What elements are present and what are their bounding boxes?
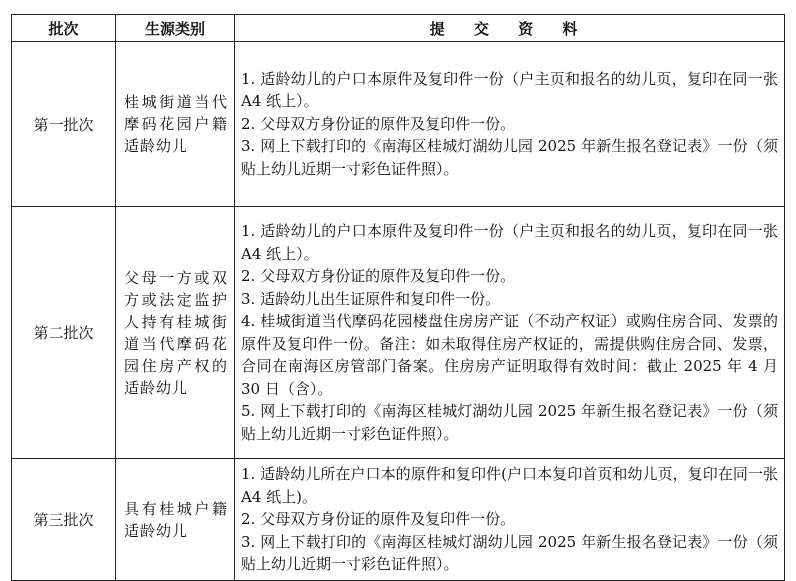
header-row (12, 15, 785, 42)
material-item: 3. 网上下载打印的《南海区桂城灯湖幼儿园 2025 年新生报名登记表》一份（须贴上幼儿近期一寸彩色证件照）。 (241, 532, 778, 574)
material-item: 4. 桂城街道当代摩码花园楼盘住房房产证（不动产权证）或购住房合同、发票的原件及复印件一份。备注：如未取得住房产权证的，需提供购住房合同、发票，合同在南海区房管部门备案。住房房产证明取得有效时间：截止 2025 年 4 月 30 日（含）。 (241, 312, 778, 398)
material-item: 5. 网上下载打印的《南海区桂城灯湖幼儿园 2025 年新生报名登记表》一份（须贴上幼儿近期一寸彩色证件照）。 (241, 402, 778, 443)
material-item: 1. 适龄幼儿的户口本原件及复印件一份（户主页和报名的幼儿页，复印在同一张 A4 纸上）。 (241, 222, 778, 263)
header-materials: 提 交 资 料 (235, 15, 785, 42)
category-cell: 具有桂城户籍适龄幼儿 (116, 459, 235, 581)
material-item: 3. 适龄幼儿出生证原件和复印件一份。 (241, 289, 501, 308)
material-item: 1. 适龄幼儿的户口本原件及复印件一份（户主页和报名的幼儿页，复印在同一张 A4 纸上）。 (241, 69, 778, 111)
batch-cell: 第一批次 (12, 42, 116, 207)
batch-cell: 第三批次 (12, 459, 116, 581)
material-item: 2. 父母双方身份证的原件及复印件一份。 (241, 267, 516, 285)
enrollment-materials-table (11, 14, 785, 581)
materials-cell (235, 42, 785, 207)
category-cell: 桂城街道当代摩码花园户籍适龄幼儿 (116, 42, 235, 207)
header-batch: 批次 (12, 15, 116, 42)
category-cell: 父母一方或双方或法定监护人持有桂城街道当代摩码花园住房产权的适龄幼儿 (116, 207, 235, 459)
materials-cell (235, 207, 785, 459)
table-row (12, 207, 785, 459)
material-item: 3. 网上下载打印的《南海区桂城灯湖幼儿园 2025 年新生报名登记表》一份（须贴上幼儿近期一寸彩色证件照）。 (241, 137, 778, 178)
material-item: 1. 适龄幼儿所在户口本的原件和复印件(户口本复印首页和幼儿页，复印在同一张 A4 纸上)。 (241, 465, 778, 506)
table-row (12, 459, 785, 581)
table-row (12, 42, 785, 207)
material-item: 2. 父母双方身份证的原件及复印件一份。 (241, 510, 516, 529)
materials-cell (235, 459, 785, 581)
header-category: 生源类别 (116, 15, 235, 42)
material-item: 2. 父母双方身份证的原件及复印件一份。 (241, 114, 516, 133)
batch-cell: 第二批次 (12, 207, 116, 459)
